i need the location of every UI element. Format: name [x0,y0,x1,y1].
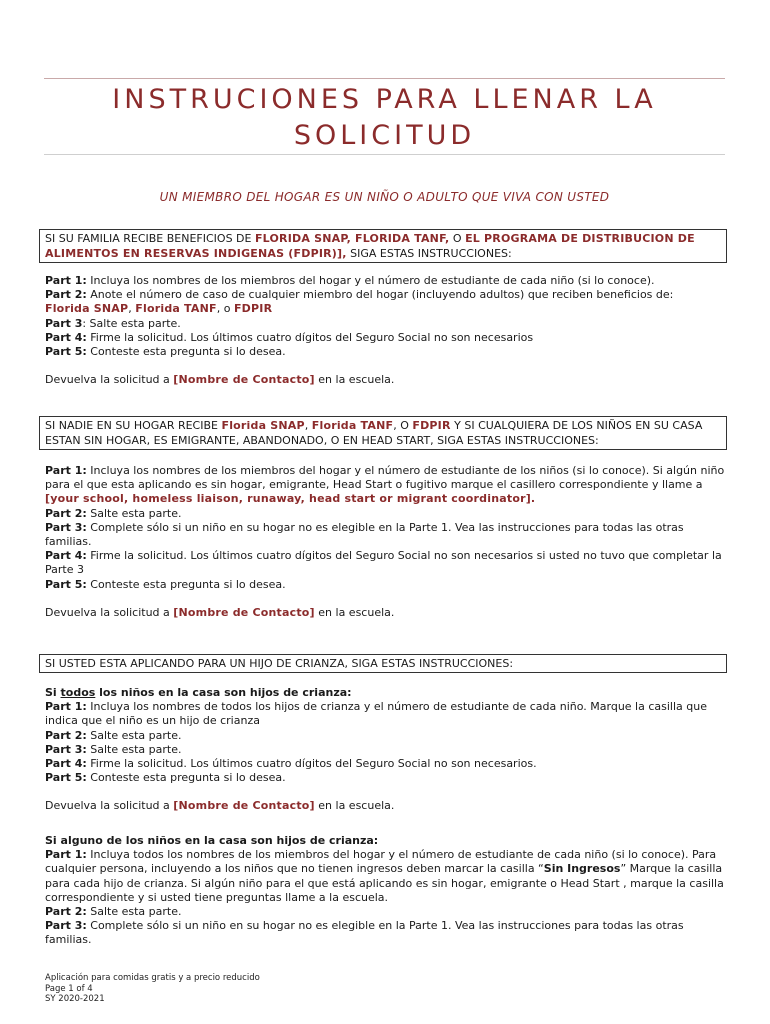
contact-placeholder: [Nombre de Contacto] [173,373,315,387]
section-snap-instructions [45,274,725,387]
part-line: Part 3: Complete sólo si un niño en su hogar no es elegible en la Parte 1. Vea las instrucciones para todas las otras familias. [45,520,684,549]
section-heading: Si alguno de los niños en la casa son hijos de crianza: [45,834,379,847]
contact-placeholder: [Nombre de Contacto] [173,605,315,619]
contact-placeholder: [Nombre de Contacto] [173,799,315,813]
title-rule [44,154,725,155]
part-line: Part 4: Firme la solicitud. Los últimos cuatro dígitos del Seguro Social no son necesarios. [45,757,537,771]
section-all-foster [45,686,725,814]
page-subtitle: UN MIEMBRO DEL HOGAR ES UN NIÑO O ADULTO QUE VIVA CON USTED [159,190,610,204]
program-highlight: FLORIDA SNAP, FLORIDA TANF, [254,232,450,245]
footer-title: Aplicación para comidas gratis y a precio reducido [45,973,260,983]
return-line: Devuelva la solicitud a [Nombre de Contacto] en la escuela. [45,605,395,619]
instruction-box-snap: SI SU FAMILIA RECIBE BENEFICIOS DE FLORIDA SNAP, FLORIDA TANF, O EL PROGRAMA DE DISTRIBUCION DE ALIMENTOS EN RESERVAS INDIGENAS (FDPIR)], SIGA ESTAS INSTRUCCIONES: [39,229,727,263]
top-rule [44,78,725,79]
return-line: Devuelva la solicitud a [Nombre de Contacto] en la escuela. [45,799,395,813]
part-line: Florida SNAP, Florida TANF, o FDPIR [45,302,273,316]
part-line: Part 5: Conteste esta pregunta si lo desea. [45,771,286,785]
part-line: Part 1: Incluya todos los nombres de los miembros del hogar y el número de estudiante de cada niño (si lo conoce). Para cualquier persona, incluyendo a los niños que no tienen ingresos deben marcar la casilla “Sin Ingresos” Marque la casilla para cada hijo de crianza. Si algún niño para el que está aplicando es sin hogar, emigrante o Head Start , marque la casilla correspondiente y si usted tiene preguntas llame a la escuela. [45,848,724,904]
part-line: Part 3: Complete sólo si un niño en su hogar no es elegible en la Parte 1. Vea las instrucciones para todas las otras familias. [45,919,684,947]
part-line: Part 4: Firme la solicitud. Los últimos cuatro dígitos del Seguro Social no son necesarios [45,330,534,344]
part-line: Part 2: Salte esta parte. [45,728,182,742]
instruction-box-foster: SI USTED ESTA APLICANDO PARA UN HIJO DE CRIANZA, SIGA ESTAS INSTRUCCIONES: [39,654,727,673]
part-line: Part 3: Salte esta parte. [45,316,181,330]
part-line: Part 5: Conteste esta pregunta si lo desea. [45,345,286,359]
return-line: Devuelva la solicitud a [Nombre de Contacto] en la escuela. [45,373,395,387]
title-line-1: INSTRUCIONES PARA LLENAR LA [112,84,657,115]
title-line-2: SOLICITUD [293,120,476,151]
part-line: Part 4: Firme la solicitud. Los últimos cuatro dígitos del Seguro Social no son necesarios si usted no tuvo que completar la Parte 3 [45,549,722,577]
part-line: Part 1: Incluya los nombres de todos los hijos de crianza y el número de estudiante de cada niño. Marque la casilla que indica que el niño es un hijo de crianza [45,700,707,728]
page-number: Page 1 of 4 [45,983,93,994]
part-line: Part 1: Incluya los nombres de los miembros del hogar y el número de estudiante de cada niño (si lo conoce). [45,274,655,287]
part-line: Part 1: Incluya los nombres de los miembros del hogar y el número de estudiante de los niños (si lo conoce). Si algún niño para el que esta aplicando es sin hogar, emigrante, Head Start o fugitivo marque el casillero correspondiente y llame a [your school, homeless liaison, runaway, head start or migrant coordinator]. [45,464,725,506]
section-heading: Si todos los niños en la casa son hijos de crianza: [45,686,352,699]
part-line: Part 3: Salte esta parte. [45,742,182,756]
program-highlight: EL PROGRAMA DE DISTRIBUCION DE ALIMENTOS EN RESERVAS INDIGENAS (FDPIR)], [45,232,695,260]
page-footer [45,973,260,1005]
part-line: Part 2: Salte esta parte. [45,905,182,919]
page-title [44,82,725,154]
school-year: SY 2020-2021 [45,994,105,1004]
section-some-foster [45,834,725,948]
part-line: Part 5: Conteste esta pregunta si lo desea. [45,577,286,591]
part-line: Part 2: Anote el número de caso de cualquier miembro del hogar (incluyendo adultos) que reciben beneficios de: [45,288,674,302]
section-homeless-instructions [45,464,725,620]
instruction-box-homeless: SI NADIE EN SU HOGAR RECIBE Florida SNAP, Florida TANF, O FDPIR Y SI CUALQUIERA DE LOS NIÑOS EN SU CASA ESTAN SIN HOGAR, ES EMIGRANTE, ABANDONADO, O EN HEAD START, SIGA ESTAS INSTRUCCIONES: [39,416,727,450]
part-line: Part 2: Salte esta parte. [45,506,182,520]
